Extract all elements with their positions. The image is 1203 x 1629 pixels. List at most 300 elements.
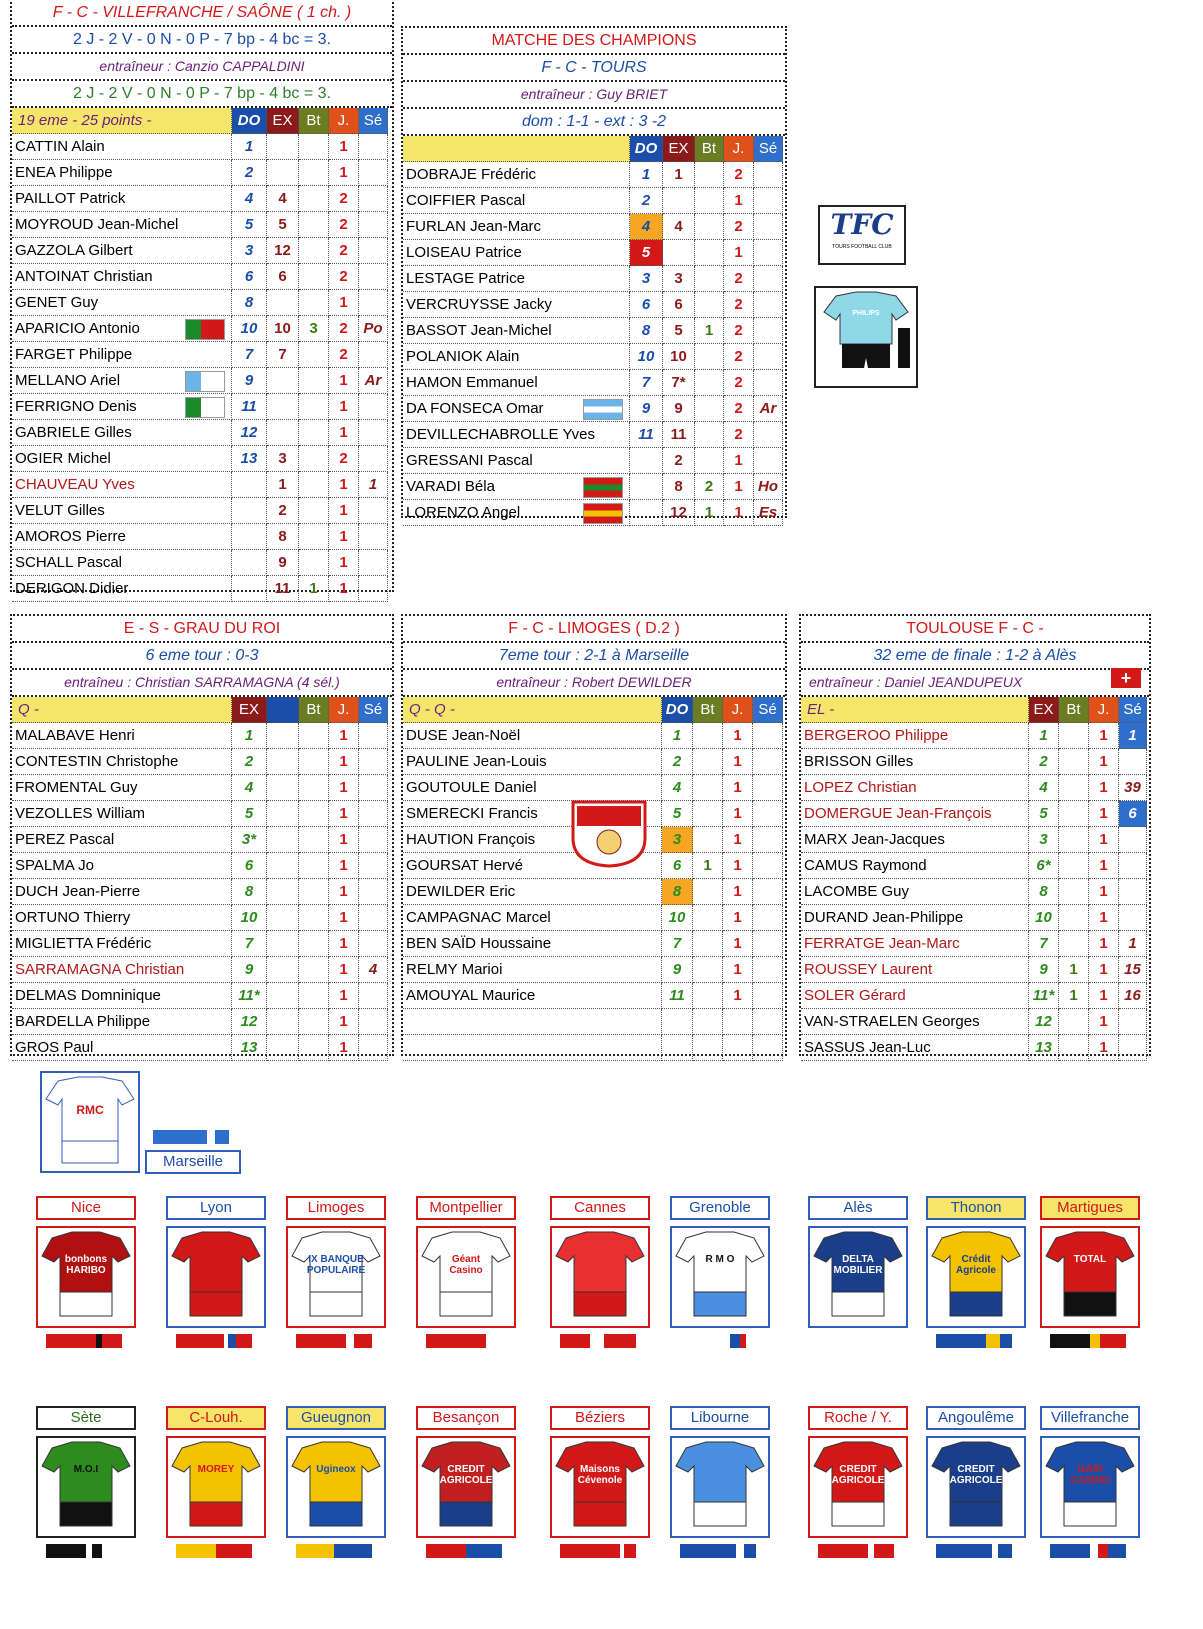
player-name: HAUTION François <box>403 827 662 853</box>
number-value: 13 <box>1029 1035 1059 1061</box>
grau-title: E - S - GRAU DU ROI <box>12 616 392 643</box>
se-value <box>1119 905 1147 931</box>
villefranche-record: 2 J - 2 V - 0 N - 0 P - 7 bp - 4 bc = 3. <box>12 27 392 54</box>
j-value: 2 <box>724 370 754 396</box>
kit-label: Béziers <box>550 1406 650 1430</box>
se-value <box>753 827 783 853</box>
se-value <box>753 879 783 905</box>
do-value: 1 <box>630 162 663 188</box>
villefranche-record-2: 2 J - 2 V - 0 N - 0 P - 7 bp - 4 bc = 3. <box>12 81 392 108</box>
se-value: 15 <box>1119 957 1147 983</box>
player-name: FROMENTAL Guy <box>12 775 232 801</box>
bt-value <box>1059 853 1089 879</box>
bt-value <box>299 394 329 420</box>
se-value <box>1119 827 1147 853</box>
bt-value <box>299 879 329 905</box>
bt-value <box>693 723 723 749</box>
j-value: 1 <box>329 853 359 879</box>
bt-value <box>695 370 724 396</box>
se-value <box>359 827 388 853</box>
do-value: 11 <box>630 422 663 448</box>
do-value: 11 <box>232 394 267 420</box>
j-value: 2 <box>724 396 754 422</box>
bt-value <box>695 162 724 188</box>
se-value <box>754 422 783 448</box>
se-value <box>359 801 388 827</box>
player-name: MARX Jean-Jacques <box>801 827 1029 853</box>
number-value: 9 <box>232 957 267 983</box>
bt-value <box>299 342 329 368</box>
do-value <box>630 500 663 526</box>
kit-sponsor: TOTAL <box>1073 1254 1107 1265</box>
j-value: 1 <box>329 394 359 420</box>
number-value: 11* <box>232 983 267 1009</box>
j-value: 1 <box>329 1009 359 1035</box>
do-value <box>630 448 663 474</box>
se-value <box>359 238 388 264</box>
j-value: 1 <box>1089 801 1119 827</box>
j-value: 1 <box>1089 931 1119 957</box>
marseille-shirt-icon <box>42 1073 138 1171</box>
player-name: PAULINE Jean-Louis <box>403 749 662 775</box>
kit-label: Sète <box>36 1406 136 1430</box>
ex-value: 8 <box>663 474 695 500</box>
j-value: 1 <box>1089 1009 1119 1035</box>
bt-value <box>693 749 723 775</box>
player-name: SCHALL Pascal <box>12 550 232 576</box>
player-name: FARGET Philippe <box>12 342 232 368</box>
number-value: 3 <box>1029 827 1059 853</box>
kit-sponsor <box>186 1254 246 1278</box>
bt-value <box>299 775 329 801</box>
player-name: BASSOT Jean-Michel <box>403 318 630 344</box>
kit-sponsor: Crédit Agricole <box>955 1254 996 1276</box>
player-name: ANTOINAT Christian <box>12 264 232 290</box>
team-kit <box>670 1436 770 1538</box>
j-value: 1 <box>329 723 359 749</box>
j-value: 1 <box>329 801 359 827</box>
do-value: 7 <box>232 342 267 368</box>
grau-coach: entraîneu : Christian SARRAMAGNA (4 sél.) <box>12 670 392 697</box>
player-name: GOURSAT Hervé <box>403 853 662 879</box>
j-value: 1 <box>723 723 753 749</box>
ex-value: 9 <box>663 396 695 422</box>
column-header <box>267 697 299 723</box>
player-name: CATTIN Alain <box>12 134 232 160</box>
j-value: 1 <box>329 775 359 801</box>
kit-colors <box>176 1544 252 1558</box>
bt-value <box>695 266 724 292</box>
number-value: 6 <box>662 853 693 879</box>
team-kit <box>36 1436 136 1538</box>
team-kit <box>550 1436 650 1538</box>
flag-icon <box>185 319 225 340</box>
kit-label: Gueugnon <box>286 1406 386 1430</box>
se-value <box>359 775 388 801</box>
j-value: 1 <box>329 957 359 983</box>
do-value: 8 <box>630 318 663 344</box>
number-value: 7 <box>232 931 267 957</box>
team-kit <box>416 1436 516 1538</box>
player-name: PAILLOT Patrick <box>12 186 232 212</box>
player-name: CAMUS Raymond <box>801 853 1029 879</box>
se-value: 16 <box>1119 983 1147 1009</box>
kit-label: Angoulême <box>926 1406 1026 1430</box>
player-name: ROUSSEY Laurent <box>801 957 1029 983</box>
kit-label: Cannes <box>550 1196 650 1220</box>
player-name: DOMERGUE Jean-François <box>801 801 1029 827</box>
j-value: 1 <box>1089 1035 1119 1061</box>
do-value: 12 <box>232 420 267 446</box>
bt-value <box>695 396 724 422</box>
se-value: Es <box>754 500 783 526</box>
bt-value <box>299 134 329 160</box>
bt-value <box>299 472 329 498</box>
j-value: 2 <box>329 342 359 368</box>
kit-sponsor <box>690 1464 750 1488</box>
j-value: 2 <box>329 316 359 342</box>
bt-value <box>693 1035 723 1061</box>
j-value: 1 <box>329 160 359 186</box>
se-value <box>753 775 783 801</box>
se-value <box>359 524 388 550</box>
empty-cell <box>267 775 299 801</box>
player-name: POLANIOK Alain <box>403 344 630 370</box>
team-kit <box>670 1226 770 1328</box>
se-value <box>753 1035 783 1061</box>
se-value <box>754 240 783 266</box>
player-name: LOPEZ Christian <box>801 775 1029 801</box>
column-header: Sé <box>359 697 388 723</box>
player-name: FERRATGE Jean-Marc <box>801 931 1029 957</box>
player-name: VAN-STRAELEN Georges <box>801 1009 1029 1035</box>
se-value <box>359 394 388 420</box>
player-name: VELUT Gilles <box>12 498 232 524</box>
player-name: CHAUVEAU Yves <box>12 472 232 498</box>
bt-value <box>693 1009 723 1035</box>
column-header: Bt <box>299 697 329 723</box>
se-value <box>359 723 388 749</box>
j-value: 1 <box>329 472 359 498</box>
se-value <box>359 498 388 524</box>
se-value <box>753 957 783 983</box>
bt-value: 3 <box>299 316 329 342</box>
tfc-logo-text: TFC <box>830 208 894 241</box>
do-value: 5 <box>630 240 663 266</box>
kit-label: Libourne <box>670 1406 770 1430</box>
se-value <box>359 186 388 212</box>
number-value: 9 <box>1029 957 1059 983</box>
kit-sponsor: Ugineox <box>316 1464 356 1475</box>
number-value: 11 <box>662 983 693 1009</box>
ex-value: 2 <box>267 498 299 524</box>
player-name: SASSUS Jean-Luc <box>801 1035 1029 1061</box>
team-kit <box>1040 1226 1140 1328</box>
j-value: 2 <box>724 422 754 448</box>
tours-kit <box>814 286 918 388</box>
number-value <box>662 1035 693 1061</box>
j-value: 1 <box>1089 905 1119 931</box>
kit-sponsor: R M O <box>705 1254 735 1265</box>
se-value <box>359 134 388 160</box>
flag-icon <box>185 371 225 392</box>
ex-value: 1 <box>663 162 695 188</box>
j-value: 1 <box>724 500 754 526</box>
bt-value <box>695 240 724 266</box>
player-name: BRISSON Gilles <box>801 749 1029 775</box>
player-name: VEZOLLES William <box>12 801 232 827</box>
tours-coach: entraîneur : Guy BRIET <box>403 82 785 109</box>
column-header: Sé <box>754 136 783 162</box>
j-value: 2 <box>724 318 754 344</box>
bt-value <box>693 801 723 827</box>
j-value: 1 <box>329 524 359 550</box>
limoges-coach: entraîneur : Robert DEWILDER <box>403 670 785 697</box>
player-name: LOISEAU Patrice <box>403 240 630 266</box>
number-value: 12 <box>232 1009 267 1035</box>
number-value: 2 <box>232 749 267 775</box>
column-header: Sé <box>1119 697 1147 723</box>
do-value <box>630 474 663 500</box>
empty-cell <box>267 1009 299 1035</box>
j-value: 2 <box>329 186 359 212</box>
empty-cell <box>267 1035 299 1061</box>
j-value: 2 <box>724 162 754 188</box>
se-value <box>359 983 388 1009</box>
j-value: 1 <box>724 240 754 266</box>
marseille-colors <box>153 1130 229 1144</box>
bt-value <box>299 1009 329 1035</box>
bt-value <box>1059 879 1089 905</box>
se-value <box>359 905 388 931</box>
villefranche-panel <box>10 0 394 597</box>
player-name: AMOUYAL Maurice <box>403 983 662 1009</box>
kit-label: Besançon <box>416 1406 516 1430</box>
column-header: DO <box>630 136 663 162</box>
ex-value: 12 <box>267 238 299 264</box>
player-name: DUSE Jean-Noël <box>403 723 662 749</box>
j-value: 1 <box>329 290 359 316</box>
bt-value <box>299 238 329 264</box>
kit-colors <box>680 1544 756 1558</box>
tfc-logo <box>818 205 906 265</box>
j-value: 2 <box>724 292 754 318</box>
tours-table <box>403 136 785 526</box>
tours-kit-shirt-icon <box>816 288 916 386</box>
player-name: GAZZOLA Gilbert <box>12 238 232 264</box>
bt-value <box>299 498 329 524</box>
number-value: 7 <box>662 931 693 957</box>
ex-value: 6 <box>267 264 299 290</box>
j-value: 2 <box>724 214 754 240</box>
ex-value <box>267 134 299 160</box>
kit-colors <box>560 1544 636 1558</box>
kit-colors <box>46 1334 122 1348</box>
villefranche-title: F - C - VILLEFRANCHE / SAÔNE ( 1 ch. ) <box>12 0 392 27</box>
number-value: 3* <box>232 827 267 853</box>
kit-colors <box>46 1544 122 1558</box>
j-value: 1 <box>1089 853 1119 879</box>
swiss-flag-icon: + <box>1111 668 1141 688</box>
kit-colors <box>818 1334 894 1348</box>
j-value: 1 <box>1089 723 1119 749</box>
kit-label: C-Louh. <box>166 1406 266 1430</box>
bt-value <box>695 448 724 474</box>
team-kit <box>808 1226 908 1328</box>
villefranche-table <box>12 108 392 602</box>
limoges-crest-icon <box>569 798 649 868</box>
bt-value <box>695 292 724 318</box>
kit-sponsor: GARI CASINO <box>1070 1464 1110 1486</box>
empty-cell <box>267 905 299 931</box>
tours-shirt-sponsor: PHILIPS <box>852 310 880 317</box>
j-value: 1 <box>723 749 753 775</box>
kit-label: Lyon <box>166 1196 266 1220</box>
player-name: VERCRUYSSE Jacky <box>403 292 630 318</box>
bt-value <box>299 420 329 446</box>
j-value: 1 <box>329 749 359 775</box>
j-value: 1 <box>329 550 359 576</box>
bt-value <box>299 905 329 931</box>
player-name <box>403 1035 662 1061</box>
kit-colors <box>936 1334 1012 1348</box>
flag-icon <box>583 477 623 498</box>
se-value <box>754 318 783 344</box>
kit-label: Nice <box>36 1196 136 1220</box>
kit-sponsor: CREDIT AGRICOLE <box>949 1464 1003 1486</box>
se-value <box>753 983 783 1009</box>
player-name: DEVILLECHABROLLE Yves <box>403 422 630 448</box>
se-value <box>754 370 783 396</box>
j-value: 1 <box>329 134 359 160</box>
bt-value <box>299 550 329 576</box>
number-value: 8 <box>662 879 693 905</box>
do-value: 10 <box>630 344 663 370</box>
ex-value: 3 <box>663 266 695 292</box>
column-header: EX <box>267 108 299 134</box>
number-value: 2 <box>662 749 693 775</box>
grau-round: 6 eme tour : 0-3 <box>12 643 392 670</box>
j-value: 1 <box>724 474 754 500</box>
player-name: GROS Paul <box>12 1035 232 1061</box>
ex-value <box>663 240 695 266</box>
header-label: 19 eme - 25 points - <box>12 108 232 134</box>
player-name: PEREZ Pascal <box>12 827 232 853</box>
toulouse-round: 32 eme de finale : 1-2 à Alès <box>801 643 1149 670</box>
bt-value: 1 <box>1059 957 1089 983</box>
player-name: MOYROUD Jean-Michel <box>12 212 232 238</box>
bt-value <box>693 931 723 957</box>
j-value: 1 <box>1089 827 1119 853</box>
number-value <box>662 1009 693 1035</box>
j-value: 1 <box>329 879 359 905</box>
ex-value: 9 <box>267 550 299 576</box>
se-value: Ar <box>754 396 783 422</box>
se-value: 4 <box>359 957 388 983</box>
j-value: 1 <box>723 931 753 957</box>
bt-value <box>299 160 329 186</box>
player-name: CONTESTIN Christophe <box>12 749 232 775</box>
bt-value <box>299 749 329 775</box>
bt-value <box>1059 775 1089 801</box>
se-value <box>1119 879 1147 905</box>
se-value <box>1119 749 1147 775</box>
ex-value: 5 <box>267 212 299 238</box>
se-value: 6 <box>1119 801 1147 827</box>
do-value: 5 <box>232 212 267 238</box>
player-name: DA FONSECA Omar <box>403 396 630 422</box>
player-name: ENEA Philippe <box>12 160 232 186</box>
do-value: 3 <box>630 266 663 292</box>
j-value: 1 <box>1089 983 1119 1009</box>
bt-value <box>299 368 329 394</box>
kit-colors <box>1050 1334 1126 1348</box>
j-value: 2 <box>329 264 359 290</box>
header-label: Q - Q - <box>403 697 662 723</box>
se-value <box>359 931 388 957</box>
j-value: 1 <box>329 576 359 602</box>
kit-sponsor: DELTA MOBILIER <box>833 1254 883 1276</box>
flag-icon <box>583 399 623 420</box>
se-value <box>359 420 388 446</box>
grau-table <box>12 697 392 1061</box>
ex-value: 11 <box>663 422 695 448</box>
team-kit <box>286 1226 386 1328</box>
j-value: 1 <box>329 931 359 957</box>
bt-value <box>693 775 723 801</box>
team-kit <box>926 1226 1026 1328</box>
kit-colors <box>176 1334 252 1348</box>
number-value: 1 <box>1029 723 1059 749</box>
bt-value <box>695 188 724 214</box>
do-value: 9 <box>232 368 267 394</box>
kit-sponsor: Maisons Cévenole <box>577 1464 623 1486</box>
empty-cell <box>267 983 299 1009</box>
number-value: 5 <box>1029 801 1059 827</box>
column-header: Sé <box>753 697 783 723</box>
number-value: 6 <box>232 853 267 879</box>
player-name: LESTAGE Patrice <box>403 266 630 292</box>
tours-score: dom : 1-1 - ext : 3 -2 <box>403 109 785 136</box>
limoges-panel <box>401 614 787 1056</box>
do-value: 4 <box>232 186 267 212</box>
bt-value <box>1059 723 1089 749</box>
se-value <box>359 446 388 472</box>
do-value <box>232 576 267 602</box>
ex-value: 11 <box>267 576 299 602</box>
team-kit <box>1040 1436 1140 1538</box>
player-name: ORTUNO Thierry <box>12 905 232 931</box>
bt-value <box>695 422 724 448</box>
bt-value <box>693 879 723 905</box>
kit-label: Thonon <box>926 1196 1026 1220</box>
column-header: J. <box>724 136 754 162</box>
se-value: 39 <box>1119 775 1147 801</box>
kit-colors <box>818 1544 894 1558</box>
column-header: DO <box>232 108 267 134</box>
do-value <box>232 550 267 576</box>
player-name: SMERECKI Francis <box>403 801 662 827</box>
number-value: 11* <box>1029 983 1059 1009</box>
se-value <box>753 905 783 931</box>
number-value: 5 <box>232 801 267 827</box>
bt-value <box>299 212 329 238</box>
bt-value <box>299 264 329 290</box>
bt-value <box>299 957 329 983</box>
ex-value: 10 <box>663 344 695 370</box>
do-value: 2 <box>232 160 267 186</box>
player-name: DOBRAJE Frédéric <box>403 162 630 188</box>
